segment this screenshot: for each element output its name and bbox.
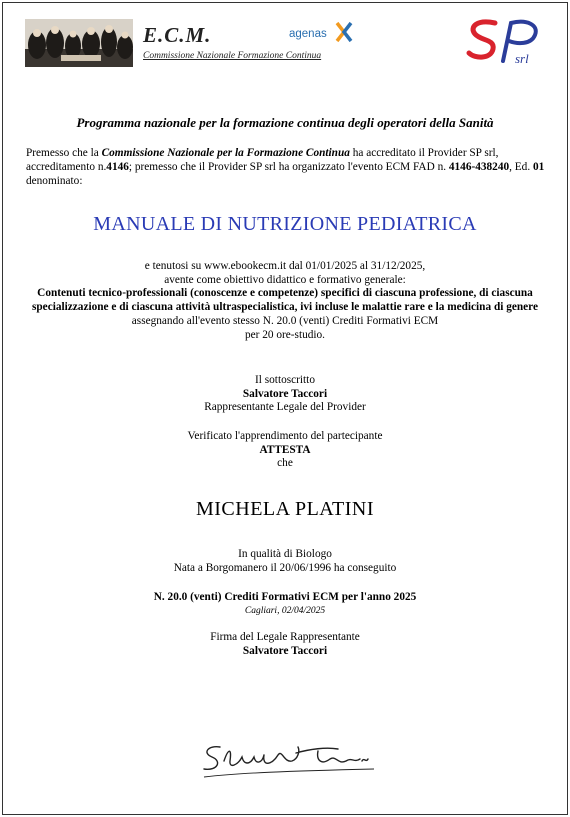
- assign-line: [3, 315, 567, 329]
- premesso-text-1: Premesso che la: [26, 147, 102, 159]
- nascita-line: Nata a Borgomanero il 20/06/1996 ha conseguito: [173, 561, 397, 574]
- assign-pre: assegnando all'evento stesso: [131, 314, 263, 327]
- event-title: MANUALE DI NUTRIZIONE PEDIATRICA: [93, 213, 477, 235]
- commissione-name: Commissione Nazionale per la Formazione Continua: [101, 147, 350, 159]
- event-details: [3, 260, 567, 342]
- evento-number: 4146-438240: [448, 161, 510, 173]
- edizione-number: 01: [532, 161, 545, 173]
- che-label: che: [277, 457, 293, 470]
- place-date: Cagliari, 02/04/2025: [244, 605, 326, 616]
- handwritten-signature: [198, 739, 378, 783]
- accreditamento-number: 4146: [106, 161, 129, 173]
- verification-line: Verificato l'apprendimento del partecipante: [187, 430, 383, 442]
- signatory-block: [3, 374, 567, 415]
- firma-line: Firma del Legale Rappresentante: [210, 631, 360, 643]
- credits-block: [3, 591, 567, 618]
- agenas-logo-icon: [334, 21, 354, 43]
- signatory-intro: Il sottoscritto: [255, 374, 315, 386]
- assign-credits: N. 20.0 (venti): [262, 314, 330, 327]
- firma-block: [3, 631, 567, 658]
- hours-line: per 20 ore-studio.: [245, 328, 325, 341]
- firma-name: Salvatore Taccori: [242, 644, 328, 657]
- ecm-subtitle: Commissione Nazionale Formazione Continua: [143, 51, 322, 61]
- signatory-role: Rappresentante Legale del Provider: [204, 401, 366, 414]
- ecm-title: E.C.M.: [143, 23, 212, 47]
- objective-text: Contenuti tecnico-professionali (conoscenze e competenze) specifici di ciascuna professione, di ciascuna specializzazione e di ciascuna attività ultraspecialistica, ivi incluse le malattie rare e la medicina di genere: [32, 287, 538, 314]
- assign-post: Crediti Formativi ECM: [329, 314, 439, 327]
- ecm-painting-logo: [25, 19, 133, 67]
- details-line-2: avente come obiettivo didattico e formativo generale:: [164, 273, 406, 286]
- sp-logo-text: srl: [515, 51, 529, 66]
- sp-srl-logo: [465, 17, 543, 69]
- details-line-1: e tenutosi su www.ebookecm.it dal 01/01/2025 al 31/12/2025,: [144, 260, 426, 272]
- agenas-logo-text: agenas: [289, 28, 327, 40]
- credits-line: N. 20.0 (venti) Crediti Formativi ECM per l'anno 2025: [153, 591, 417, 603]
- premesso-text-5: denominato:: [26, 175, 83, 187]
- signatory-name: Salvatore Taccori: [242, 387, 328, 400]
- attesta-label: ATTESTA: [259, 443, 311, 456]
- verification-block: [3, 430, 567, 471]
- premesso-paragraph: [26, 146, 545, 188]
- premesso-text-4: , Ed.: [509, 161, 533, 173]
- premesso-text-3: ; premesso che il Provider SP srl ha organizzato l'evento ECM FAD n.: [128, 161, 449, 173]
- programma-heading: Programma nazionale per la formazione continua degli operatori della Sanità: [76, 115, 494, 130]
- participant-name: MICHELA PLATINI: [195, 498, 375, 520]
- qualita-line: In qualità di Biologo: [238, 548, 332, 560]
- premesso-text-2: ha accreditato il Provider SP srl, accreditamento n.: [26, 147, 499, 173]
- participant-details: [3, 548, 567, 575]
- certificate-page: [2, 2, 568, 815]
